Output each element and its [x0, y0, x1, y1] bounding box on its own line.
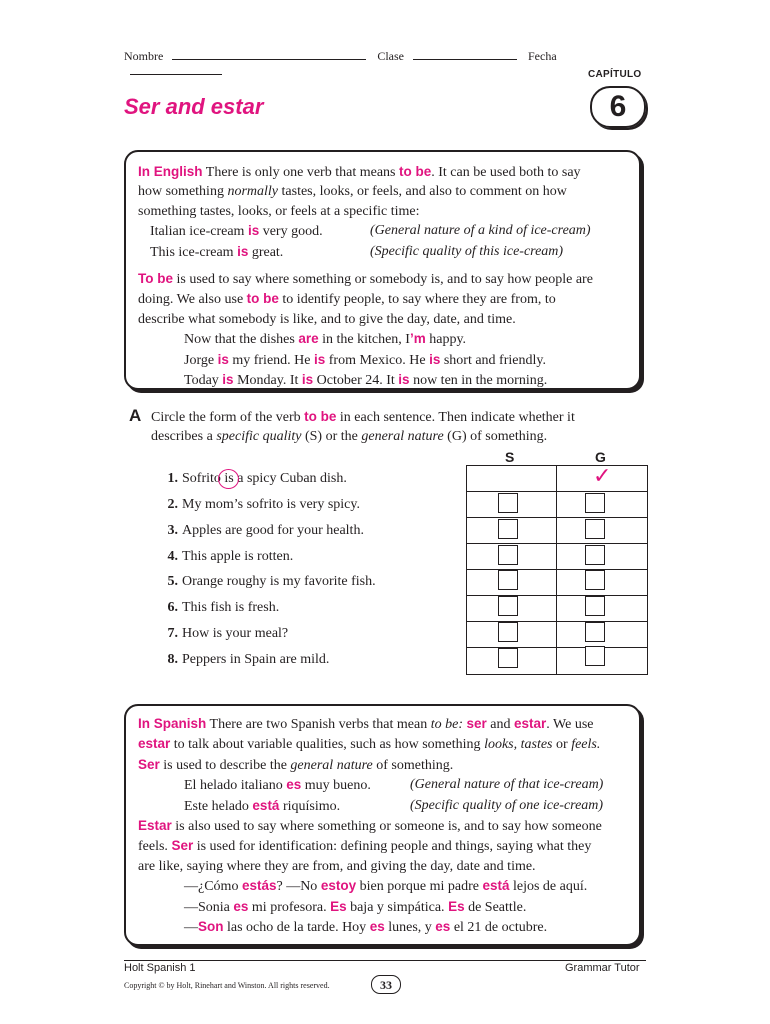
spanish-example-5: —Son las ocho de la tarde. Hoy es lunes, y es el 21 de octubre. — [184, 919, 548, 936]
item-4: 4. This apple is rotten. — [167, 549, 294, 564]
capitulo-label: CAPÍTULO — [588, 69, 642, 80]
tobe-line-3: describe what somebody is like, and to give the day, date, and time. — [138, 311, 516, 327]
exercise-letter: A — [129, 406, 142, 425]
spanish-example-4: —Sonia es mi profesora. Es baja y simpática. Es de Seattle. — [184, 898, 527, 915]
checkbox-g-3[interactable] — [585, 519, 605, 539]
item-3: 3. Apples are good for your health. — [167, 523, 364, 538]
item-5: 5. Orange roughy is my favorite fish. — [167, 574, 376, 589]
footer-rule — [124, 960, 646, 961]
checkbox-g-5[interactable] — [585, 570, 605, 590]
answer-grid — [466, 465, 648, 675]
exercise-instructions: Circle the form of the verb to be in each sentence. Then indicate whether it describes a specific quality (S) or the general nature (G) of something. — [151, 409, 575, 445]
spanish-line-2: estar to talk about variable qualities, such as how something looks, tastes or feels. — [138, 736, 601, 753]
spanish-line-3: Ser is used to describe the general nature of something. — [138, 756, 454, 773]
checkbox-s-8[interactable] — [498, 648, 518, 668]
item-6: 6. This fish is fresh. — [167, 600, 280, 615]
nombre-label: Nombre — [124, 49, 164, 63]
checkbox-s-2[interactable] — [498, 493, 518, 513]
circle-mark — [218, 469, 239, 489]
nombre-field[interactable] — [172, 59, 366, 60]
english-example-1: Italian ice-cream is very good. (General nature of a kind of ice-cream) — [150, 223, 591, 240]
checkbox-s-7[interactable] — [498, 622, 518, 642]
check-mark: ✓ — [593, 463, 612, 488]
checkbox-s-5[interactable] — [498, 570, 518, 590]
fecha-label: Fecha — [528, 49, 557, 63]
checkbox-s-3[interactable] — [498, 519, 518, 539]
checkbox-g-7[interactable] — [585, 622, 605, 642]
tobe-example-2: Jorge is my friend. He is from Mexico. He is short and friendly. — [184, 351, 546, 368]
page-number-badge — [371, 975, 401, 994]
spanish-line-1: In Spanish There are two Spanish verbs that mean to be: ser and estar. We use — [138, 716, 594, 732]
clase-label: Clase — [377, 49, 404, 63]
page-number: 33 — [380, 978, 392, 992]
tobe-example-3: Today is Monday. It is October 24. It is now ten in the morning. — [184, 372, 548, 389]
item-2: 2. My mom’s sofrito is very spicy. — [167, 497, 360, 512]
page-title: Ser and estar — [124, 94, 264, 119]
spanish-example-1: El helado italiano es muy bueno. (General nature of that ice-cream) — [184, 777, 604, 794]
spanish-line-6: are like, saying where they are from, and giving the day, date and time. — [138, 858, 536, 874]
column-header-s: S — [505, 449, 515, 465]
fecha-field[interactable] — [130, 74, 222, 75]
chapter-number: 6 — [609, 90, 627, 123]
footer-right: Grammar Tutor — [565, 962, 640, 974]
tobe-line-1: To be is used to say where something or somebody is, and to say how people are — [138, 271, 593, 288]
spanish-explanation-box — [124, 704, 641, 946]
english-line-3: something tastes, looks, or feels at a specific time: — [138, 203, 420, 219]
header — [124, 49, 646, 79]
item-8: 8. Peppers in Spain are mild. — [167, 652, 330, 667]
tobe-example-1: Now that the dishes are in the kitchen, I’m happy. — [184, 331, 467, 348]
item-7: 7. How is your meal? — [167, 626, 289, 641]
column-header-g: G — [595, 449, 606, 465]
checkbox-g-4[interactable] — [585, 545, 605, 565]
copyright: Copyright © by Holt, Rinehart and Winston. All rights reserved. — [124, 981, 330, 990]
footer-left: Holt Spanish 1 — [124, 962, 196, 974]
spanish-line-5: feels. Ser is used for identification: defining people and things, saying what they — [138, 838, 592, 855]
spanish-example-2: Este helado está riquísimo. (Specific quality of one ice-cream) — [184, 797, 604, 814]
spanish-example-3: —¿Cómo estás? —No estoy bien porque mi padre está lejos de aquí. — [184, 878, 588, 895]
tobe-line-2: doing. We also use to be to identify people, to say where they are from, to — [138, 291, 556, 308]
clase-field[interactable] — [413, 59, 517, 60]
spanish-line-4: Estar is also used to say where something or someone is, and to say how someone — [138, 818, 602, 835]
checkbox-s-4[interactable] — [498, 545, 518, 565]
checkbox-g-8[interactable] — [585, 646, 605, 666]
chapter-number-badge — [590, 86, 646, 128]
english-explanation-box — [124, 150, 641, 390]
english-example-2: This ice-cream is great. (Specific quality of this ice-cream) — [150, 243, 564, 260]
english-line-2: how something normally tastes, looks, or feels, and also to comment on how — [138, 184, 567, 200]
checkbox-s-6[interactable] — [498, 596, 518, 616]
item-1: 1. Sofrito is a spicy Cuban dish. — [167, 471, 347, 486]
english-line-1: In English There is only one verb that means to be. It can be used both to say — [138, 164, 581, 180]
checkbox-g-6[interactable] — [585, 596, 605, 616]
checkbox-g-2[interactable] — [585, 493, 605, 513]
